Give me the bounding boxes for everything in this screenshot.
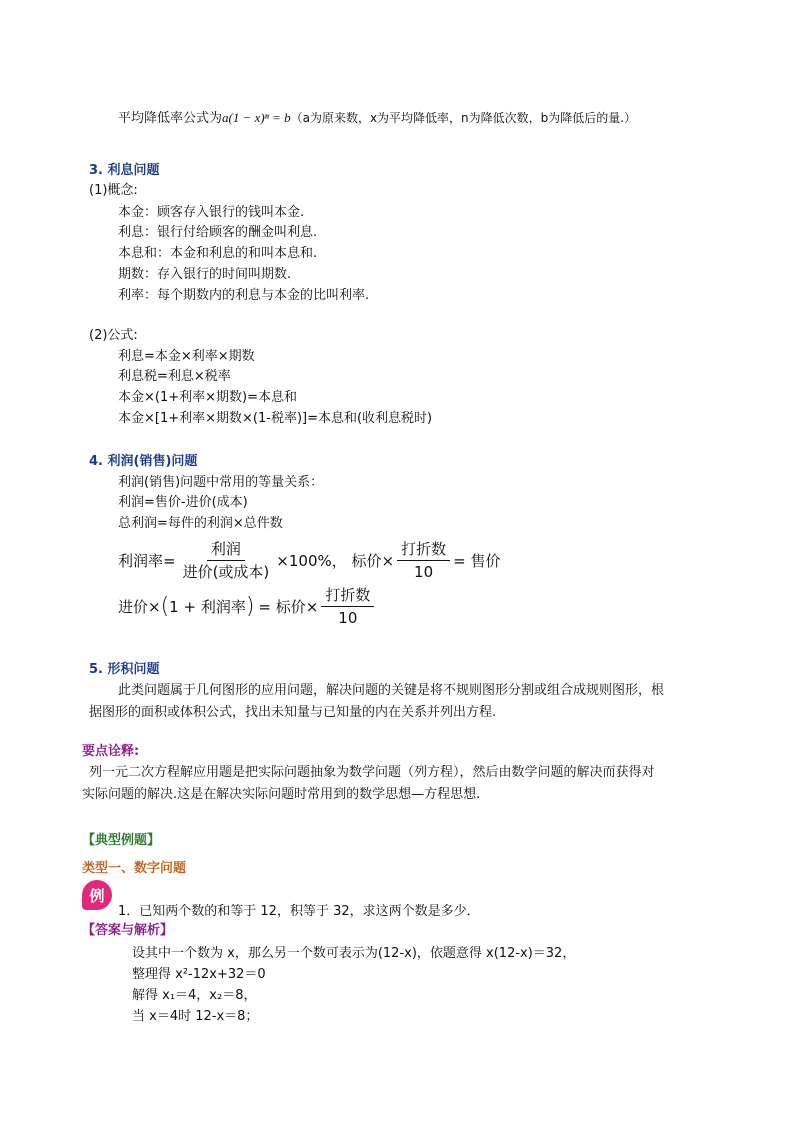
concept-rate: 利率：每个期数内的利息与本金的比叫利率. — [118, 288, 370, 303]
solution-line-4: 当 x＝4时 12-x＝8； — [132, 1009, 259, 1024]
profit-rate-mid: ×100%， 标价× — [276, 552, 395, 570]
cost-price-formula — [118, 586, 377, 627]
example-question-1: 1．已知两个数的和等于 12，积等于 32，求这两个数是多少． — [118, 904, 480, 919]
profit-formula: 利润=售价-进价(成本) — [118, 495, 248, 510]
section-3-concept-head: (1)概念: — [89, 183, 138, 198]
avg-formula-prefix: 平均降低率公式为 — [118, 111, 223, 126]
profit-rate-lhs: 利润率= — [118, 552, 176, 570]
avg-formula-suffix: （a为原来数，x为平均降低率，n为降低次数，b为降低后的量.） — [290, 111, 637, 125]
discount-fraction — [397, 540, 450, 581]
section-5-title: 5. 形积问题 — [89, 662, 160, 677]
formula-interest: 利息=本金×利率×期数 — [118, 349, 255, 364]
cost-discount-numerator: 打折数 — [321, 586, 374, 607]
discount-denominator: 10 — [414, 563, 434, 581]
profit-rate-formula — [118, 540, 500, 581]
formula-total: 本金×(1+利率×期数)=本息和 — [118, 390, 297, 405]
profit-rate-fraction — [179, 540, 274, 581]
solution-line-1: 设其中一个数为 x，那么另一个数可表示为(12-x)，依题意得 x(12-x)＝32， — [132, 946, 576, 961]
example-badge: 例 — [82, 880, 112, 910]
type-1-title: 类型一、数字问题 — [82, 861, 187, 876]
notes-text-1: 列一元二次方程解应用题是把实际问题抽象为数学问题（列方程），然后由数学问题的解决而获得对 — [89, 765, 655, 780]
answer-title: 【答案与解析】 — [82, 923, 174, 938]
solution-line-3: 解得 x₁＝4，x₂＝8， — [132, 988, 257, 1003]
solution-line-2: 整理得 x²-12x+32＝0 — [132, 967, 266, 982]
cost-price-mid: = 标价× — [258, 598, 319, 616]
cost-price-lhs: 进价× — [118, 598, 161, 616]
notes-title: 要点诠释: — [82, 744, 140, 759]
profit-relations-intro: 利润(销售)问题中常用的等量关系： — [118, 475, 324, 490]
avg-formula-line — [118, 109, 636, 128]
section-5-text-1: 此类问题属于几何图形的应用问题，解决问题的关键是将不规则图形分割或组合成规则图形，根 — [118, 683, 665, 698]
section-5-text-2: 据图形的面积或体积公式，找出未知量与已知量的内在关系并列出方程. — [89, 705, 497, 720]
cost-discount-fraction — [321, 586, 374, 627]
cost-price-inner: 1 + 利润率 — [169, 598, 246, 616]
formula-total-with-tax: 本金×[1+利率×期数×(1-税率)]=本息和(收利息税时) — [118, 411, 433, 426]
paren-close: ) — [245, 593, 255, 619]
notes-text-2: 实际问题的解决.这是在解决实际问题时常用到的数学思想—方程思想. — [82, 787, 481, 802]
section-4-title: 4. 利润(销售)问题 — [89, 454, 198, 469]
avg-formula-expression: a(1 − x)ⁿ = b — [222, 110, 291, 125]
examples-title: 【典型例题】 — [82, 833, 161, 848]
profit-rate-denominator: 进价(或成本) — [182, 563, 270, 581]
concept-period: 期数：存入银行的时间叫期数. — [118, 267, 292, 282]
discount-numerator: 打折数 — [397, 540, 450, 561]
formula-tax: 利息税=利息×税率 — [118, 369, 231, 384]
section-3-title: 3. 利息问题 — [89, 163, 160, 178]
concept-interest: 利息：银行付给顾客的酬金叫利息. — [118, 225, 318, 240]
total-profit-formula: 总利润=每件的利润×总件数 — [118, 516, 283, 531]
selling-price-rhs: = 售价 — [453, 552, 501, 570]
concept-principal: 本金：顾客存入银行的钱叫本金. — [118, 205, 305, 220]
cost-discount-denominator: 10 — [338, 609, 358, 627]
profit-rate-numerator: 利润 — [207, 540, 245, 561]
concept-total: 本息和：本金和利息的和叫本息和. — [118, 246, 318, 261]
paren-open: ( — [160, 593, 170, 619]
section-3-formula-head: (2)公式: — [89, 328, 138, 343]
